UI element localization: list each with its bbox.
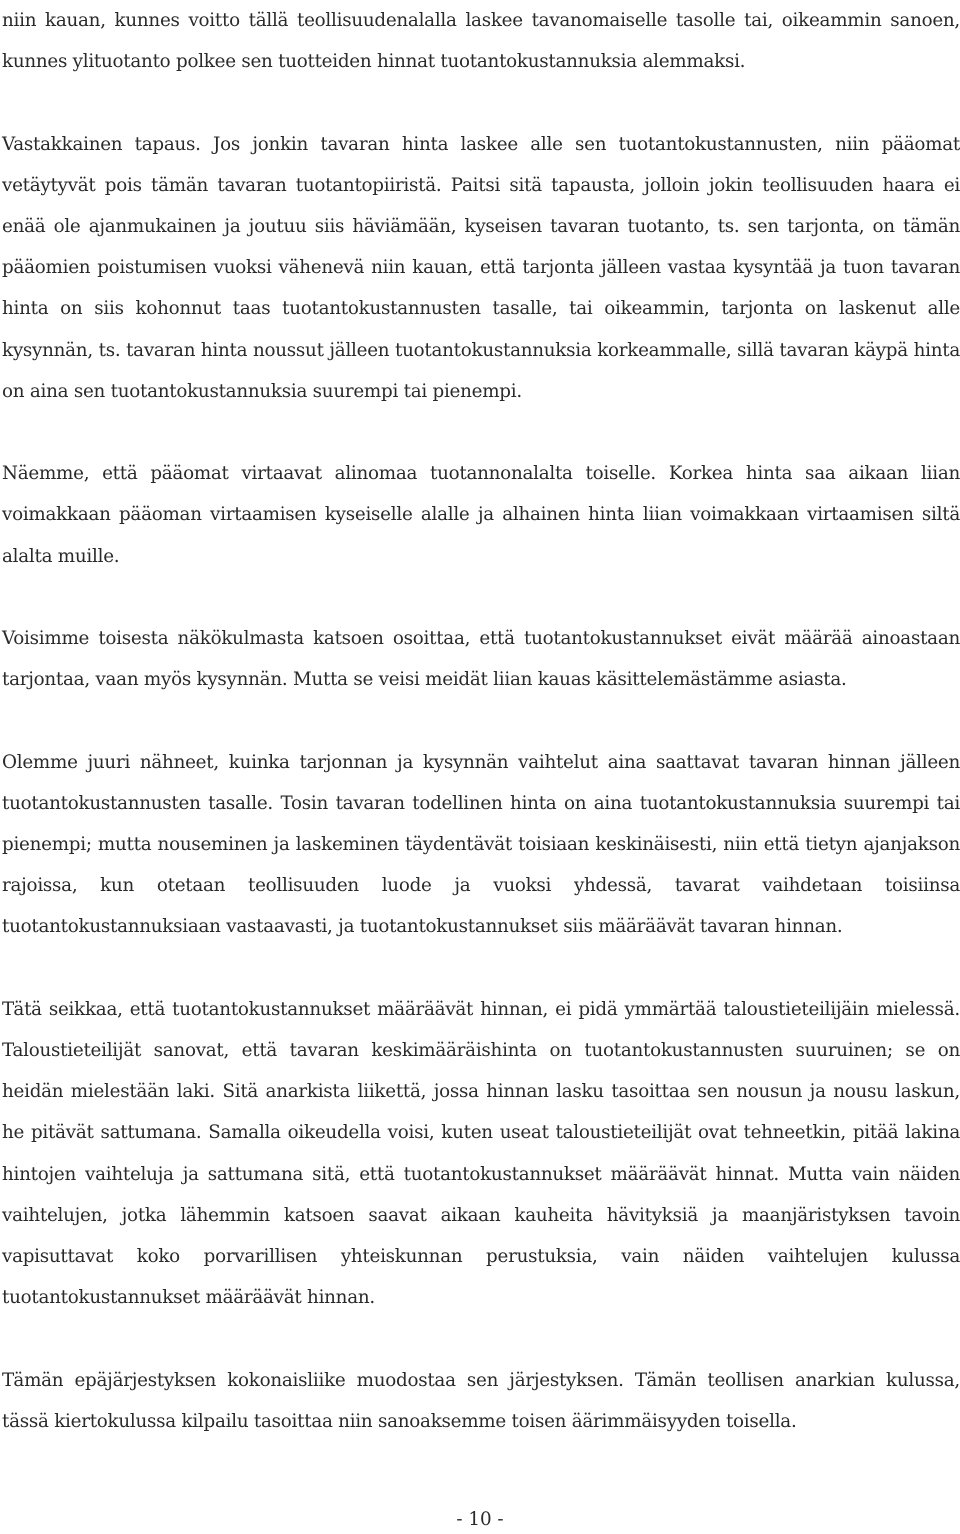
paragraph-6: Tätä seikkaa, että tuotantokustannukset määräävät hinnan, ei pidä ymmärtää taloustieteilijäin mielessä. Taloustieteilijät sanovat, että tavaran keskimääräishinta on tuotantokustannusten suuruinen; se on heidän mielestään laki. Sitä anarkista liikettä, jossa hinnan lasku tasoittaa sen nousun ja nousu laskun, he pitävät sattumana. Samalla oikeudella voisi, kuten useat taloustieteilijät ovat tehneetkin, pitää lakina hintojen vaihteluja ja sattumana sitä, että tuotantokustannukset määräävät hinnat. Mutta vain näiden vaihtelujen, jotka lähemmin katsoen saavat aikaan kauheita hävityksiä ja maanjäristyksen tavoin vapisuttavat koko porvarillisen yhteiskunnan perustuksia, vain näiden vaihtelujen kulussa tuotantokustannukset määräävät hinnan. <box>2 998 960 1309</box>
paragraph-3: Näemme, että pääomat virtaavat alinomaa tuotannonalalta toiselle. Korkea hinta saa aikaan liian voimakkaan pääoman virtaamisen kyseiselle alalle ja alhainen hinta liian voimakkaan virtaamisen siltä alalta muille. <box>2 463 960 567</box>
page-number: - 10 - <box>456 1509 504 1530</box>
paragraph-4: Voisimme toisesta näkökulmasta katsoen osoittaa, että tuotantokustannukset eivät määrää ainoastaan tarjontaa, vaan myös kysynnän. Mutta se veisi meidät liian kauas käsittelemästämme asiasta. <box>2 628 960 691</box>
paragraph-5: Olemme juuri nähneet, kuinka tarjonnan ja kysynnän vaihtelut aina saattavat tavaran hinnan jälleen tuotantokustannusten tasalle. Tosin tavaran todellinen hinta on aina tuotantokustannuksia suurempi tai pienempi; mutta nouseminen ja laskeminen täydentävät toisiaan keskinäisesti, niin että tietyn ajanjakson rajoissa, kun otetaan teollisuuden luode ja vuoksi yhdessä, tavarat vaihdetaan toisiinsa tuotantokustannuksiaan vastaavasti, ja tuotantokustannukset siis määräävät tavaran hinnan. <box>2 751 960 938</box>
paragraph-2: Vastakkainen tapaus. Jos jonkin tavaran hinta laskee alle sen tuotantokustannusten, niin pääomat vetäytyvät pois tämän tavaran tuotantopiiristä. Paitsi sitä tapausta, jolloin jokin teollisuuden haara ei enää ole ajanmukainen ja joutuu siis häviämään, kyseisen tavaran tuotanto, ts. sen tarjonta, on tämän pääomien poistumisen vuoksi vähenevä niin kauan, että tarjonta jälleen vastaa kysyntää ja tuon tavaran hinta on siis kohonnut taas tuotantokustannusten tasalle, tai oikeammin, tarjonta on laskenut alle kysynnän, ts. tavaran hinta noussut jälleen tuotantokustannuksia korkeammalle, sillä tavaran käypä hinta on aina sen tuotantokustannuksia suurempi tai pienempi. <box>2 133 960 402</box>
paragraph-7: Tämän epäjärjestyksen kokonaisliike muodostaa sen järjestyksen. Tämän teollisen anarkian kulussa, tässä kiertokulussa kilpailu tasoittaa niin sanoaksemme toisen äärimmäisyyden toisella. <box>2 1369 960 1432</box>
paragraph-1: niin kauan, kunnes voitto tällä teollisuudenalalla laskee tavanomaiselle tasolle tai, oikeammin sanoen, kunnes ylituotanto polkee sen tuotteiden hinnat tuotantokustannuksia alemmaksi. <box>2 10 960 73</box>
body-text <box>2 0 960 1442</box>
